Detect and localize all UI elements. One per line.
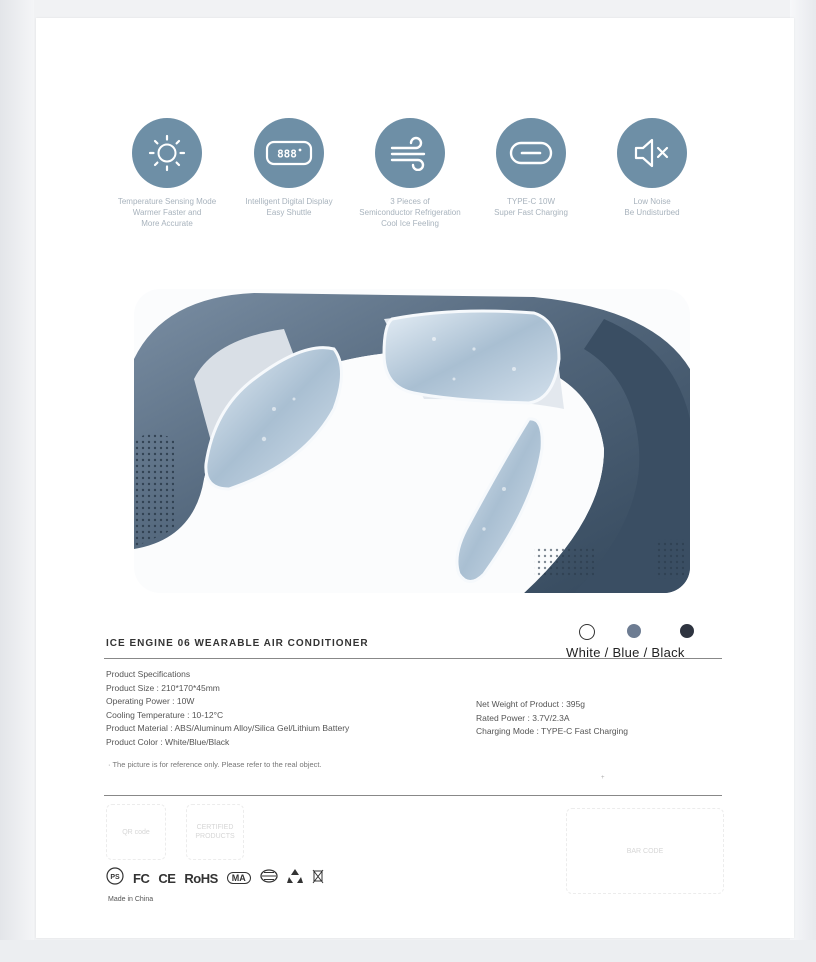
- spec-line: Cooling Temperature : 10-12°C: [106, 709, 224, 720]
- feature-caption: TYPE-C 10W Super Fast Charging: [494, 197, 568, 217]
- feature-caption: Low Noise Be Undisturbed: [624, 197, 680, 217]
- spec-line: Rated Power : 3.7V/2.3A: [476, 712, 570, 723]
- rohs-mark: RoHS: [184, 870, 218, 886]
- usb-c-icon: [496, 118, 566, 188]
- feature-low-noise: [587, 118, 717, 218]
- disclaimer: · The picture is for reference only. Please refer to the real object.: [108, 760, 322, 769]
- certification-marks: [106, 868, 324, 888]
- spec-line: Operating Power : 10W: [106, 696, 195, 706]
- package-back-panel: [36, 18, 794, 938]
- spec-line: Net Weight of Product : 395g: [476, 699, 585, 709]
- mute-speaker-icon: [617, 118, 687, 188]
- feature-temperature-sensing: [102, 118, 232, 229]
- feature-caption: Intelligent Digital Display Easy Shuttle: [245, 197, 333, 217]
- swatch-blue: [627, 624, 641, 638]
- fcc-mark: FC: [133, 870, 150, 886]
- product-image: [134, 289, 690, 593]
- globe-mark-icon: [260, 869, 278, 888]
- ps-mark-icon: [106, 867, 124, 890]
- swatch-black: [680, 624, 694, 638]
- svg-text:PS: PS: [110, 873, 120, 881]
- feature-semiconductor-refrigeration: [345, 118, 475, 229]
- weee-bin-icon: [312, 868, 324, 889]
- box-bottom-edge: [0, 940, 816, 962]
- ma-mark: MA: [227, 872, 251, 884]
- spec-line: Product Specifications: [106, 669, 191, 679]
- feature-caption: Temperature Sensing Mode Warmer Faster and More Accurate: [117, 197, 217, 228]
- wind-icon: [375, 118, 445, 188]
- recycle-icon: [287, 868, 303, 889]
- box-side-left: [0, 0, 34, 962]
- spec-line: Charging Mode : TYPE-C Fast Charging: [476, 726, 628, 736]
- feature-digital-display: [224, 118, 354, 218]
- digital-display-icon: [254, 118, 324, 188]
- barcode-placeholder: BAR CODE: [566, 808, 724, 894]
- bottom-divider: [104, 795, 722, 796]
- qr-code-placeholder: QR code: [106, 804, 166, 860]
- swatch-white: [579, 624, 595, 640]
- tick-mark: +: [601, 775, 605, 781]
- product-title: ICE ENGINE 06 WEARABLE AIR CONDITIONER: [106, 638, 369, 649]
- ce-mark: CE: [158, 870, 176, 886]
- display-digits: 888: [277, 147, 297, 161]
- spec-line: Product Material : ABS/Aluminum Alloy/Silica Gel/Lithium Battery: [106, 723, 350, 733]
- spec-line: Product Size : 210*170*45mm: [106, 682, 220, 693]
- made-in-label: Made in China: [108, 896, 154, 903]
- feature-type-c-charging: [466, 118, 596, 218]
- spec-line: Product Color : White/Blue/Black: [106, 736, 230, 747]
- specs-left: [106, 668, 349, 749]
- feature-caption: 3 Pieces of Semiconductor Refrigeration Cool Ice Feeling: [359, 197, 461, 228]
- certified-products-placeholder: CERTIFIED PRODUCTS: [186, 804, 244, 860]
- specs-right: [476, 698, 628, 739]
- color-options-label: White / Blue / Black: [566, 645, 685, 660]
- sun-icon: [132, 118, 202, 188]
